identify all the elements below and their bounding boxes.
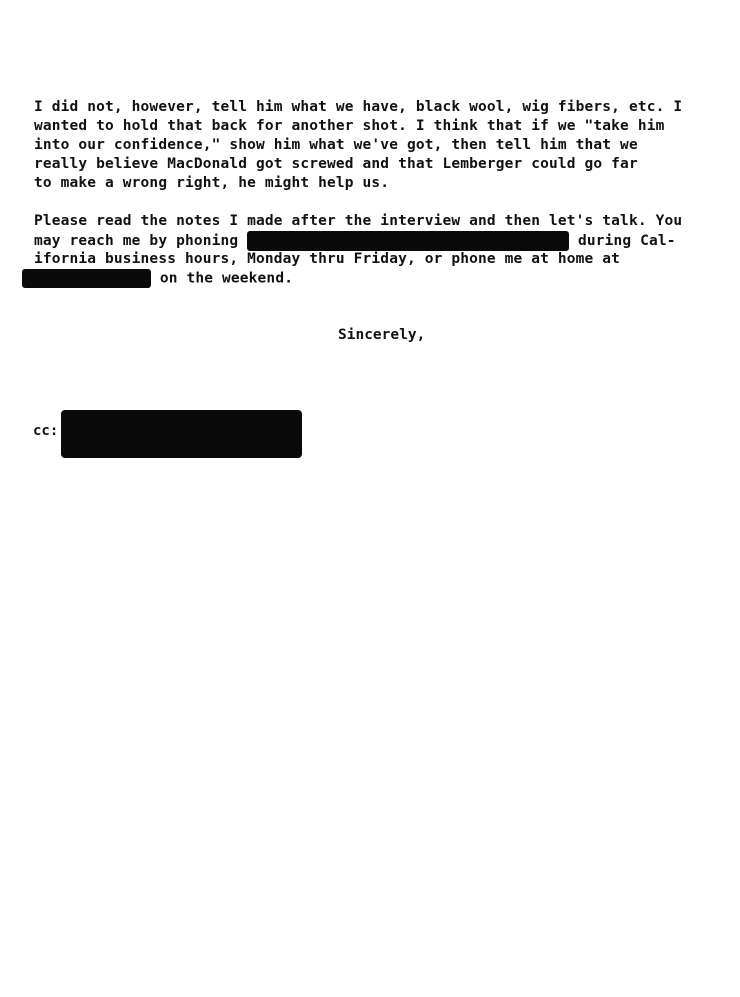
redacted-home-number (22, 269, 151, 288)
paragraph-2-line-3: ifornia business hours, Monday thru Friday, or phone me at home at (34, 251, 621, 267)
paragraph-2-line-4 (22, 269, 293, 289)
paragraph-1-line-2: wanted to hold that back for another shot. I think that if we "take him (34, 118, 665, 134)
paragraph-2-line-2 (34, 231, 676, 251)
cc-label: cc: (33, 423, 59, 439)
paragraph-2-line-1: Please read the notes I made after the interview and then let's talk. You (34, 213, 683, 229)
paragraph-1-line-4: really believe MacDonald got screwed and that Lemberger could go far (34, 156, 638, 172)
redacted-cc-recipient (61, 410, 302, 458)
phone-hours-text: during Cal- (569, 233, 676, 249)
paragraph-1-line-5: to make a wrong right, he might help us. (34, 175, 390, 191)
paragraph-1-line-3: into our confidence," show him what we've got, then tell him that we (34, 137, 638, 153)
closing-sincerely: Sincerely, (338, 327, 426, 343)
weekend-text: on the weekend. (151, 270, 294, 287)
paragraph-1-line-1: I did not, however, tell him what we have, black wool, wig fibers, etc. I (34, 99, 683, 115)
redacted-phone-number (247, 231, 569, 251)
phone-intro-text: may reach me by phoning (34, 233, 248, 249)
